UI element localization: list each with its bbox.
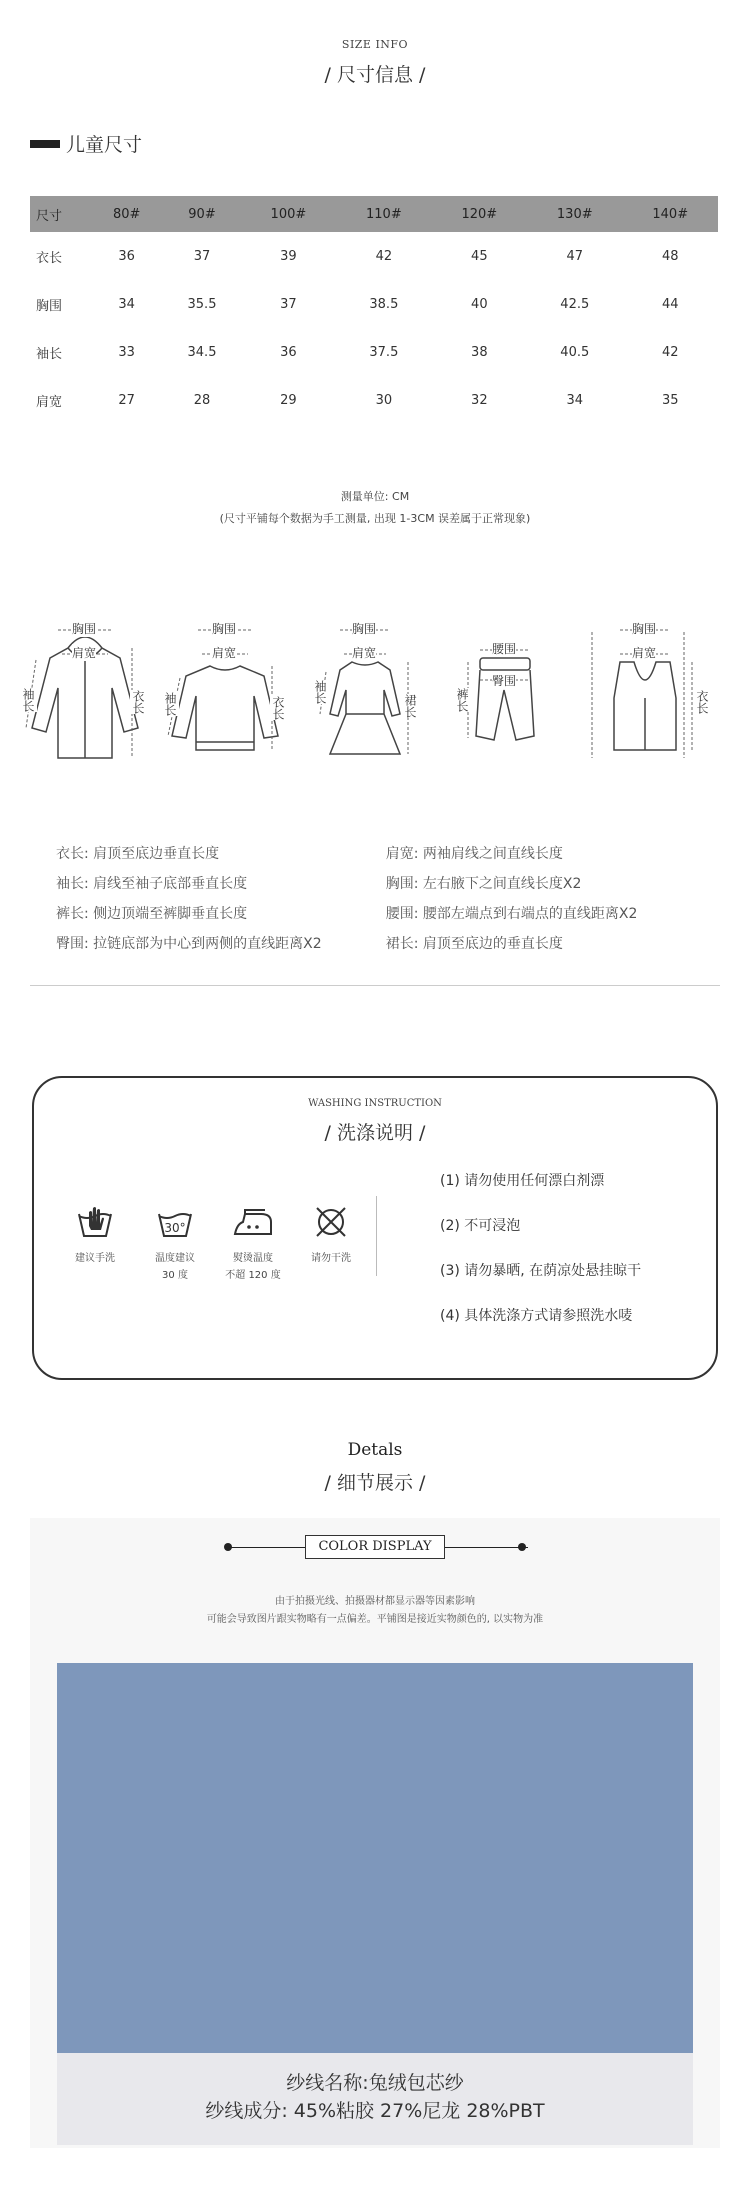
definition-text: 臀围: 拉链底部为中心到两侧的直线距离X2 xyxy=(56,936,322,952)
table-cell: 29 xyxy=(280,392,297,408)
definition-row xyxy=(56,898,696,928)
size-header-cell: 90# xyxy=(163,196,240,232)
wash-temp-item xyxy=(140,1204,210,1284)
hand-wash-item xyxy=(60,1204,130,1267)
length-label: 衣长 xyxy=(131,690,145,714)
pants-length-label: 裤长 xyxy=(455,688,469,712)
table-cell: 42.5 xyxy=(560,296,590,312)
size-header-cell: 110# xyxy=(336,196,431,232)
fabric-composition: 纱线成分: 45%粘胶 27%尼龙 28%PBT xyxy=(205,2100,545,2122)
table-cell: 35 xyxy=(661,392,679,408)
size-info-title: / 尺寸信息 / xyxy=(324,64,426,86)
definition-text: 肩宽: 两袖肩线之间直线长度 xyxy=(385,846,563,862)
color-note-1: 由于拍摄光线、拍摄器材都显示器等因素影响 xyxy=(275,1596,475,1607)
washing-label: WASHING INSTRUCTION xyxy=(308,1098,442,1109)
table-cell: 42 xyxy=(661,344,679,360)
iron-item xyxy=(218,1204,288,1284)
rule-dot-left xyxy=(224,1543,232,1551)
unit-note: 测量单位: CM xyxy=(340,490,410,503)
list-item: (4) 具体洗涤方式请参照洗水唛 xyxy=(440,1308,633,1324)
chest-label: 胸围 xyxy=(212,622,237,636)
sweater-diagram xyxy=(160,618,290,778)
heading-bar xyxy=(30,140,60,148)
skirt-length-label: 裙长 xyxy=(403,694,417,718)
list-item: (2) 不可浸泡 xyxy=(440,1218,521,1234)
size-header-cell: 140# xyxy=(623,196,719,232)
table-row xyxy=(30,280,718,328)
size-header-cell: 80# xyxy=(90,196,163,232)
kids-size-heading xyxy=(30,130,142,157)
definition-text: 腰围: 腰部左端点到右端点的直线距离X2 xyxy=(385,906,638,922)
no-dry-clean-label: 请勿干洗 xyxy=(311,1253,351,1264)
definition-text: 胸围: 左右腋下之间直线长度X2 xyxy=(385,876,582,892)
definition-text: 袖长: 肩线至袖子底部垂直长度 xyxy=(56,876,248,892)
list-item: (1) 请勿使用任何漂白剂漂 xyxy=(440,1173,605,1189)
dress-diagram xyxy=(300,618,430,778)
hand-wash-icon xyxy=(75,1204,115,1240)
washing-divider xyxy=(376,1196,377,1276)
waist-label: 腰围 xyxy=(492,642,517,656)
fabric-name: 纱线名称:兔绒包芯纱 xyxy=(286,2072,464,2094)
iron-value: 不超 120 度 xyxy=(225,1270,281,1281)
wash-30-icon xyxy=(155,1204,195,1240)
definition-text: 裤长: 侧边顶端至裤脚垂直长度 xyxy=(56,906,248,922)
size-table-header xyxy=(30,196,718,232)
length-label: 衣长 xyxy=(271,696,285,720)
chest-label: 胸围 xyxy=(632,622,657,636)
table-cell: 38 xyxy=(471,344,488,360)
list-item: (3) 请勿暴晒, 在荫凉处悬挂晾干 xyxy=(440,1263,642,1279)
table-cell: 27 xyxy=(118,392,135,408)
table-cell: 30 xyxy=(375,392,393,408)
table-cell: 34 xyxy=(118,296,135,312)
no-dry-clean-item xyxy=(296,1204,366,1267)
definition-row xyxy=(56,868,696,898)
length-label: 衣长 xyxy=(695,690,709,714)
table-cell: 44 xyxy=(661,296,679,312)
measurement-diagrams xyxy=(20,618,720,778)
table-cell: 36 xyxy=(280,344,297,360)
table-cell: 38.5 xyxy=(369,296,399,312)
sleeve-label: 袖长 xyxy=(313,680,327,704)
sleeve-label: 袖长 xyxy=(21,688,35,712)
fabric-swatch xyxy=(57,1663,693,2053)
table-row xyxy=(30,232,718,280)
color-display-label: COLOR DISPLAY xyxy=(305,1535,445,1559)
no-dry-clean-icon xyxy=(311,1204,351,1240)
fabric-caption xyxy=(57,2053,693,2145)
table-cell: 37 xyxy=(280,296,297,312)
wash-temp-badge: 30° xyxy=(164,1221,186,1235)
rule-dot-right xyxy=(518,1543,526,1551)
table-cell: 35.5 xyxy=(187,296,217,312)
washing-icons xyxy=(60,1204,360,1304)
table-cell: 45 xyxy=(471,248,488,264)
size-header-cell: 100# xyxy=(241,196,336,232)
table-cell: 36 xyxy=(118,248,135,264)
shoulder-label: 肩宽 xyxy=(632,646,657,660)
table-cell: 34.5 xyxy=(187,344,217,360)
iron-label: 熨烫温度 xyxy=(233,1253,273,1264)
table-cell: 48 xyxy=(661,248,679,264)
measure-note: (尺寸平铺每个数据为手工测量, 出现 1-3CM 误差属于正常现象) xyxy=(219,512,531,525)
color-note-2: 可能会导致图片跟实物略有一点偏差。平铺图是接近实物颜色的, 以实物为准 xyxy=(206,1614,544,1625)
size-info-label: SIZE INFO xyxy=(341,38,409,51)
hoodie-diagram xyxy=(20,618,150,778)
table-cell: 40 xyxy=(471,296,488,312)
definition-text: 裙长: 肩顶至底边的垂直长度 xyxy=(385,936,563,952)
washing-instructions-list xyxy=(440,1170,641,1350)
row-label: 衣长 xyxy=(36,250,63,266)
pants-diagram xyxy=(440,618,570,778)
section-divider xyxy=(30,985,720,986)
shoulder-label: 肩宽 xyxy=(212,646,237,660)
washing-title: / 洗涤说明 / xyxy=(324,1122,426,1144)
wash-temp-value: 30 度 xyxy=(162,1270,188,1281)
definition-row xyxy=(56,928,696,958)
iron-icon xyxy=(231,1204,275,1240)
definition-text: 衣长: 肩顶至底边垂直长度 xyxy=(56,846,220,862)
table-cell: 32 xyxy=(471,392,488,408)
table-cell: 40.5 xyxy=(560,344,590,360)
details-title-en: Detals xyxy=(347,1440,403,1460)
chest-label: 胸围 xyxy=(352,622,377,636)
size-table xyxy=(30,196,718,424)
table-row xyxy=(30,376,718,424)
vest-diagram xyxy=(580,618,710,778)
size-header-cell: 130# xyxy=(527,196,622,232)
shoulder-label: 肩宽 xyxy=(72,646,97,660)
measurement-definitions xyxy=(56,838,696,958)
table-cell: 37 xyxy=(193,248,211,264)
table-cell: 42 xyxy=(375,248,393,264)
table-row xyxy=(30,328,718,376)
size-header-cell: 尺寸 xyxy=(30,196,90,232)
table-cell: 33 xyxy=(118,344,135,360)
sleeve-label: 袖长 xyxy=(163,692,177,716)
size-header-cell: 120# xyxy=(432,196,527,232)
details-title: / 细节展示 / xyxy=(324,1472,426,1494)
hip-label: 臀围 xyxy=(492,674,517,688)
row-label: 胸围 xyxy=(36,298,63,314)
table-cell: 34 xyxy=(566,392,584,408)
table-cell: 28 xyxy=(193,392,211,408)
vest-icon xyxy=(580,618,710,778)
hand-wash-label: 建议手洗 xyxy=(75,1253,115,1264)
table-cell: 37.5 xyxy=(369,344,399,360)
row-label: 肩宽 xyxy=(36,394,63,410)
shoulder-label: 肩宽 xyxy=(352,646,377,660)
row-label: 袖长 xyxy=(36,346,63,362)
table-cell: 39 xyxy=(280,248,297,264)
definition-row xyxy=(56,838,696,868)
chest-label: 胸围 xyxy=(72,622,97,636)
kids-size-title: 儿童尺寸 xyxy=(66,134,143,156)
wash-temp-label: 温度建议 xyxy=(155,1253,195,1264)
table-cell: 47 xyxy=(566,248,584,264)
